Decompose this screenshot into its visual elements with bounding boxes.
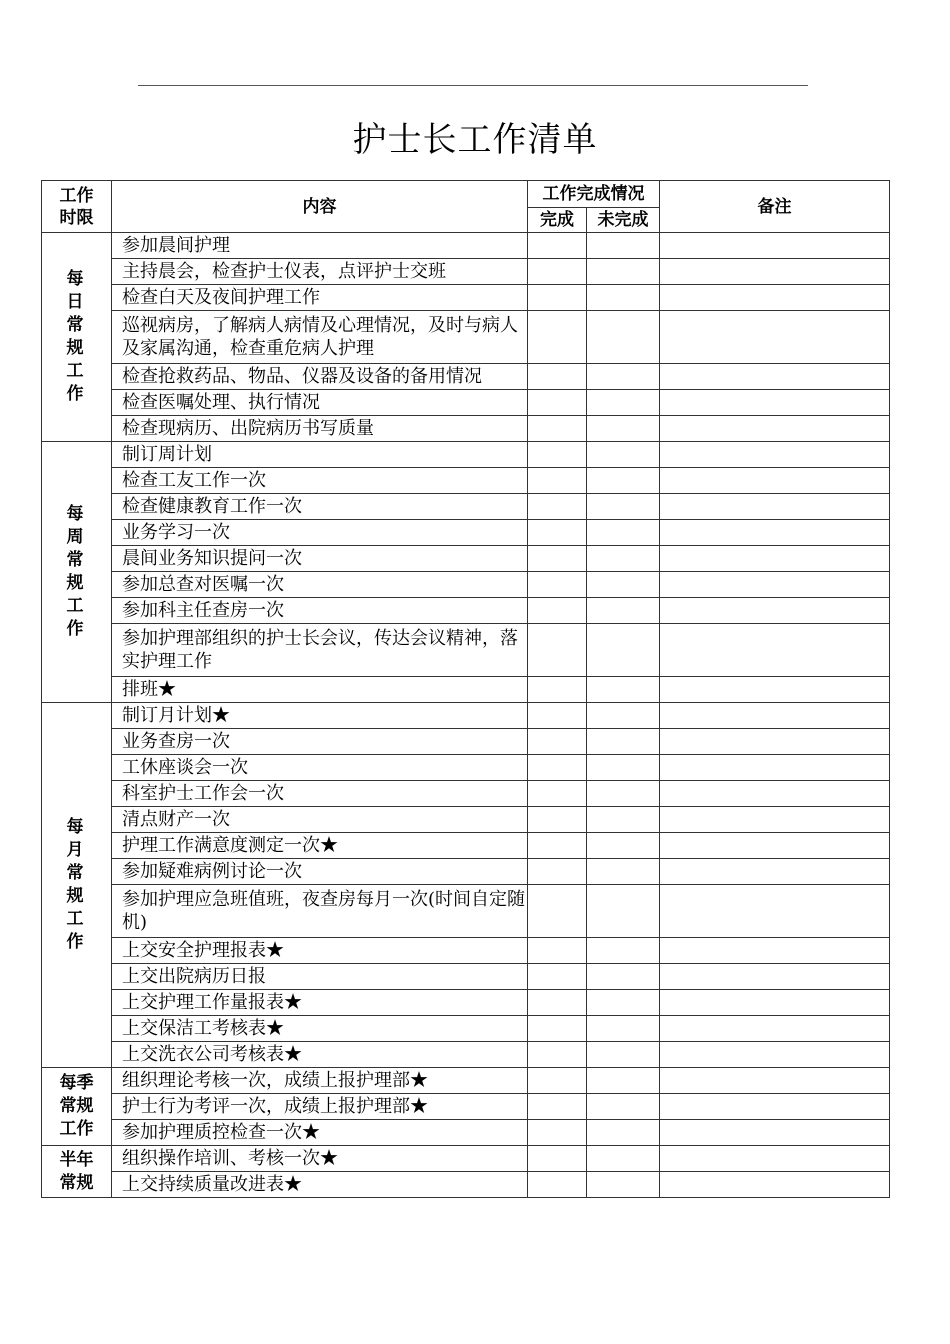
done-cell[interactable]: [528, 416, 587, 442]
table-row: [42, 938, 890, 964]
task-item: 检查医嘱处理、执行情况: [112, 390, 528, 416]
done-cell[interactable]: [528, 755, 587, 781]
remarks-cell[interactable]: [660, 1120, 890, 1146]
not-done-cell[interactable]: [587, 494, 660, 520]
table-row: [42, 833, 890, 859]
done-cell[interactable]: [528, 885, 587, 938]
done-cell[interactable]: [528, 546, 587, 572]
not-done-cell[interactable]: [587, 390, 660, 416]
done-cell[interactable]: [528, 703, 587, 729]
remarks-cell[interactable]: [660, 624, 890, 677]
task-item: 组织操作培训、考核一次★: [112, 1146, 528, 1172]
task-item: 上交出院病历日报: [112, 964, 528, 990]
remarks-cell[interactable]: [660, 364, 890, 390]
task-item: 组织理论考核一次，成绩上报护理部★: [112, 1068, 528, 1094]
table-row: [42, 755, 890, 781]
done-cell[interactable]: [528, 781, 587, 807]
top-divider: [138, 85, 808, 86]
task-item: 上交安全护理报表★: [112, 938, 528, 964]
not-done-cell[interactable]: [587, 598, 660, 624]
remarks-cell[interactable]: [660, 833, 890, 859]
remarks-cell[interactable]: [660, 885, 890, 938]
table-row: [42, 729, 890, 755]
task-item: 参加晨间护理: [112, 233, 528, 259]
remarks-cell[interactable]: [660, 1146, 890, 1172]
done-cell[interactable]: [528, 598, 587, 624]
remarks-cell[interactable]: [660, 390, 890, 416]
task-item: 参加疑难病例讨论一次: [112, 859, 528, 885]
table-row: [42, 1120, 890, 1146]
remarks-cell[interactable]: [660, 1016, 890, 1042]
table-row: [42, 416, 890, 442]
not-done-cell[interactable]: [587, 233, 660, 259]
done-cell[interactable]: [528, 859, 587, 885]
task-item: 上交洗衣公司考核表★: [112, 1042, 528, 1068]
table-row: [42, 520, 890, 546]
not-done-cell[interactable]: [587, 311, 660, 364]
done-cell[interactable]: [528, 964, 587, 990]
done-cell[interactable]: [528, 990, 587, 1016]
remarks-cell[interactable]: [660, 1042, 890, 1068]
table-row: [42, 807, 890, 833]
not-done-cell[interactable]: [587, 990, 660, 1016]
task-item: 护士行为考评一次，成绩上报护理部★: [112, 1094, 528, 1120]
remarks-cell[interactable]: [660, 598, 890, 624]
remarks-cell[interactable]: [660, 572, 890, 598]
table-row: [42, 285, 890, 311]
done-cell[interactable]: [528, 364, 587, 390]
task-item: 工休座谈会一次: [112, 755, 528, 781]
task-item: 参加科主任查房一次: [112, 598, 528, 624]
period-category: [42, 1146, 112, 1198]
table-row: [42, 1094, 890, 1120]
remarks-cell[interactable]: [660, 233, 890, 259]
table-row: [42, 703, 890, 729]
table-row: [42, 1016, 890, 1042]
done-cell[interactable]: [528, 311, 587, 364]
not-done-cell[interactable]: [587, 859, 660, 885]
not-done-cell[interactable]: [587, 833, 660, 859]
task-item: 参加护理部组织的护士长会议，传达会议精神，落实护理工作: [112, 624, 528, 677]
done-cell[interactable]: [528, 1016, 587, 1042]
done-cell[interactable]: [528, 1068, 587, 1094]
done-cell[interactable]: [528, 233, 587, 259]
task-item: 晨间业务知识提问一次: [112, 546, 528, 572]
table-row: [42, 990, 890, 1016]
not-done-cell[interactable]: [587, 703, 660, 729]
done-cell[interactable]: [528, 807, 587, 833]
task-item: 参加护理质控检查一次★: [112, 1120, 528, 1146]
remarks-cell[interactable]: [660, 285, 890, 311]
period-category-label: 每月常规工作: [66, 817, 87, 952]
done-cell[interactable]: [528, 1172, 587, 1198]
not-done-cell[interactable]: [587, 624, 660, 677]
checklist-body: [42, 233, 890, 1198]
remarks-cell[interactable]: [660, 938, 890, 964]
not-done-cell[interactable]: [587, 442, 660, 468]
not-done-cell[interactable]: [587, 729, 660, 755]
table-row: [42, 494, 890, 520]
table-row: [42, 624, 890, 677]
header-not-done: 未完成: [587, 208, 660, 233]
task-item: 检查抢救药品、物品、仪器及设备的备用情况: [112, 364, 528, 390]
remarks-cell[interactable]: [660, 520, 890, 546]
remarks-cell[interactable]: [660, 1094, 890, 1120]
remarks-cell[interactable]: [660, 677, 890, 703]
done-cell[interactable]: [528, 285, 587, 311]
table-row: [42, 364, 890, 390]
task-item: 业务学习一次: [112, 520, 528, 546]
not-done-cell[interactable]: [587, 1172, 660, 1198]
task-item: 检查健康教育工作一次: [112, 494, 528, 520]
task-item: 上交护理工作量报表★: [112, 990, 528, 1016]
period-category-label: 每周常规工作: [66, 504, 87, 639]
task-item: 上交持续质量改进表★: [112, 1172, 528, 1198]
period-category: [42, 703, 112, 1068]
table-row: [42, 468, 890, 494]
done-cell[interactable]: [528, 1094, 587, 1120]
table-row: [42, 1172, 890, 1198]
not-done-cell[interactable]: [587, 1146, 660, 1172]
not-done-cell[interactable]: [587, 1042, 660, 1068]
not-done-cell[interactable]: [587, 677, 660, 703]
done-cell[interactable]: [528, 624, 587, 677]
task-item: 检查工友工作一次: [112, 468, 528, 494]
table-row: [42, 1146, 890, 1172]
remarks-cell[interactable]: [660, 468, 890, 494]
remarks-cell[interactable]: [660, 259, 890, 285]
not-done-cell[interactable]: [587, 468, 660, 494]
period-category-label: 每季常规工作: [59, 1073, 94, 1139]
task-item: 清点财产一次: [112, 807, 528, 833]
not-done-cell[interactable]: [587, 807, 660, 833]
task-item: 制订周计划: [112, 442, 528, 468]
remarks-cell[interactable]: [660, 990, 890, 1016]
done-cell[interactable]: [528, 494, 587, 520]
task-item: 检查白天及夜间护理工作: [112, 285, 528, 311]
table-row: [42, 885, 890, 938]
not-done-cell[interactable]: [587, 572, 660, 598]
done-cell[interactable]: [528, 1146, 587, 1172]
table-row: [42, 781, 890, 807]
remarks-cell[interactable]: [660, 416, 890, 442]
task-item: 护理工作满意度测定一次★: [112, 833, 528, 859]
period-category-label: 半年常规: [59, 1149, 94, 1193]
header-period: 工作时限: [42, 181, 112, 233]
table-row: [42, 259, 890, 285]
table-row: [42, 546, 890, 572]
remarks-cell[interactable]: [660, 703, 890, 729]
not-done-cell[interactable]: [587, 1094, 660, 1120]
not-done-cell[interactable]: [587, 259, 660, 285]
header-remarks: 备注: [660, 181, 890, 233]
remarks-cell[interactable]: [660, 964, 890, 990]
remarks-cell[interactable]: [660, 807, 890, 833]
remarks-cell[interactable]: [660, 755, 890, 781]
task-item: 科室护士工作会一次: [112, 781, 528, 807]
task-item: 制订月计划★: [112, 703, 528, 729]
period-category: [42, 1068, 112, 1146]
not-done-cell[interactable]: [587, 1120, 660, 1146]
done-cell[interactable]: [528, 442, 587, 468]
task-item: 业务查房一次: [112, 729, 528, 755]
remarks-cell[interactable]: [660, 859, 890, 885]
table-row: [42, 1068, 890, 1094]
remarks-cell[interactable]: [660, 1068, 890, 1094]
not-done-cell[interactable]: [587, 546, 660, 572]
table-row: [42, 859, 890, 885]
done-cell[interactable]: [528, 572, 587, 598]
remarks-cell[interactable]: [660, 494, 890, 520]
table-row: [42, 311, 890, 364]
done-cell[interactable]: [528, 259, 587, 285]
done-cell[interactable]: [528, 1120, 587, 1146]
period-category: [42, 233, 112, 442]
done-cell[interactable]: [528, 390, 587, 416]
not-done-cell[interactable]: [587, 285, 660, 311]
done-cell[interactable]: [528, 938, 587, 964]
not-done-cell[interactable]: [587, 781, 660, 807]
period-category: [42, 442, 112, 703]
done-cell[interactable]: [528, 1042, 587, 1068]
task-item: 检查现病历、出院病历书写质量: [112, 416, 528, 442]
done-cell[interactable]: [528, 468, 587, 494]
checklist-table: [41, 180, 890, 1198]
done-cell[interactable]: [528, 833, 587, 859]
table-row: [42, 598, 890, 624]
remarks-cell[interactable]: [660, 442, 890, 468]
table-row: [42, 390, 890, 416]
header-content: 内容: [112, 181, 528, 233]
header-completion: 工作完成情况: [528, 181, 660, 208]
done-cell[interactable]: [528, 520, 587, 546]
task-item: 主持晨会，检查护士仪表，点评护士交班: [112, 259, 528, 285]
done-cell[interactable]: [528, 729, 587, 755]
table-row: [42, 572, 890, 598]
remarks-cell[interactable]: [660, 546, 890, 572]
not-done-cell[interactable]: [587, 755, 660, 781]
page-title: 护士长工作清单: [352, 120, 598, 160]
task-item: 上交保洁工考核表★: [112, 1016, 528, 1042]
table-row: [42, 1042, 890, 1068]
task-item: 参加护理应急班值班，夜查房每月一次(时间自定随机): [112, 885, 528, 938]
table-row: [42, 233, 890, 259]
remarks-cell[interactable]: [660, 729, 890, 755]
period-category-label: 每日常规工作: [66, 269, 87, 404]
task-item: 参加总查对医嘱一次: [112, 572, 528, 598]
done-cell[interactable]: [528, 677, 587, 703]
not-done-cell[interactable]: [587, 1068, 660, 1094]
not-done-cell[interactable]: [587, 964, 660, 990]
remarks-cell[interactable]: [660, 1172, 890, 1198]
task-item: 排班★: [112, 677, 528, 703]
table-row: [42, 442, 890, 468]
not-done-cell[interactable]: [587, 938, 660, 964]
not-done-cell[interactable]: [587, 885, 660, 938]
remarks-cell[interactable]: [660, 781, 890, 807]
not-done-cell[interactable]: [587, 416, 660, 442]
not-done-cell[interactable]: [587, 520, 660, 546]
table-row: [42, 677, 890, 703]
table-row: [42, 964, 890, 990]
header-done: 完成: [528, 208, 587, 233]
not-done-cell[interactable]: [587, 1016, 660, 1042]
not-done-cell[interactable]: [587, 364, 660, 390]
task-item: 巡视病房，了解病人病情及心理情况，及时与病人及家属沟通，检查重危病人护理: [112, 311, 528, 364]
remarks-cell[interactable]: [660, 311, 890, 364]
